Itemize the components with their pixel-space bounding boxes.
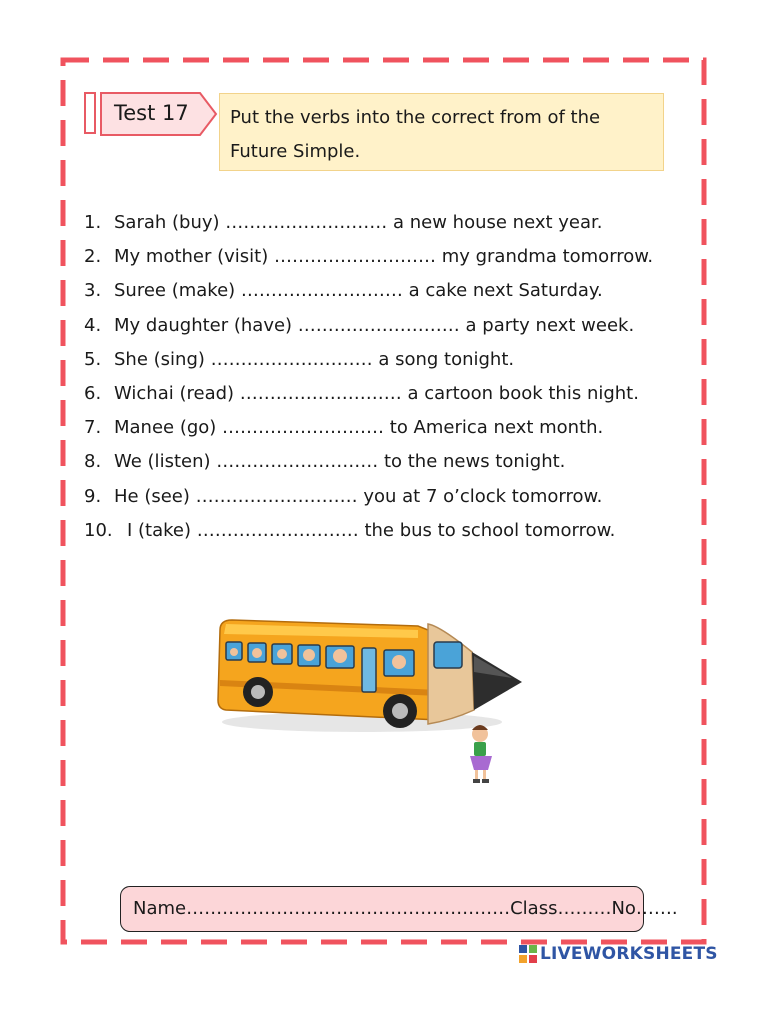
- question-item: [84, 274, 704, 308]
- question-item: [84, 411, 704, 445]
- liveworksheets-logo: [519, 942, 718, 966]
- question-text: My mother (visit) ……………………… my grandma tomorrow.: [114, 246, 654, 268]
- question-text: Sarah (buy) ……………………… a new house next year.: [114, 212, 603, 233]
- question-number: 1.: [84, 212, 102, 233]
- question-text: I (take) ……………………… the bus to school tomorrow.: [127, 519, 616, 541]
- question-text: My daughter (have) ……………………… a party next week.: [114, 314, 635, 336]
- question-item: [84, 309, 704, 343]
- question-number: 2.: [84, 246, 102, 268]
- question-number: 4.: [84, 314, 102, 336]
- question-text: We (listen) ……………………… to the news tonight.: [114, 451, 566, 473]
- question-number: 7.: [84, 417, 102, 439]
- question-number: 5.: [84, 348, 102, 370]
- instruction-line-1: Put the verbs into the correct from of the: [230, 107, 601, 128]
- question-text: Manee (go) ……………………… to America next month.: [114, 417, 604, 439]
- liveworksheets-icon: [519, 945, 537, 963]
- instruction-line-2: Future Simple.: [230, 141, 361, 162]
- name-line-text: Name………………………………………………Class………No…….: [133, 898, 678, 919]
- test-tag-bar: [84, 92, 96, 134]
- question-list: [84, 206, 704, 548]
- question-item: [84, 343, 704, 377]
- question-item: [84, 206, 704, 240]
- question-number: 10.: [84, 519, 113, 541]
- question-number: 6.: [84, 382, 102, 404]
- question-item: [84, 377, 704, 411]
- instruction-box: [219, 93, 664, 171]
- question-item: [84, 240, 704, 274]
- question-text: Wichai (read) ……………………… a cartoon book this night.: [114, 382, 639, 404]
- question-item: [84, 445, 704, 479]
- question-item: [84, 514, 704, 548]
- question-text: He (see) ……………………… you at 7 o’clock tomorrow.: [114, 485, 603, 507]
- name-class-number-field: [120, 886, 678, 932]
- pencil-bus-illustration: [212, 612, 528, 792]
- question-number: 9.: [84, 485, 102, 507]
- question-number: 3.: [84, 280, 102, 302]
- question-text: Suree (make) ……………………… a cake next Saturday.: [114, 280, 603, 302]
- question-item: [84, 480, 704, 514]
- question-number: 8.: [84, 451, 102, 473]
- logo-text: LIVEWORKSHEETS: [540, 944, 718, 964]
- test-label: Test 17: [114, 101, 189, 125]
- test-label-tag: [100, 92, 218, 136]
- question-text: She (sing) ……………………… a song tonight.: [114, 348, 515, 370]
